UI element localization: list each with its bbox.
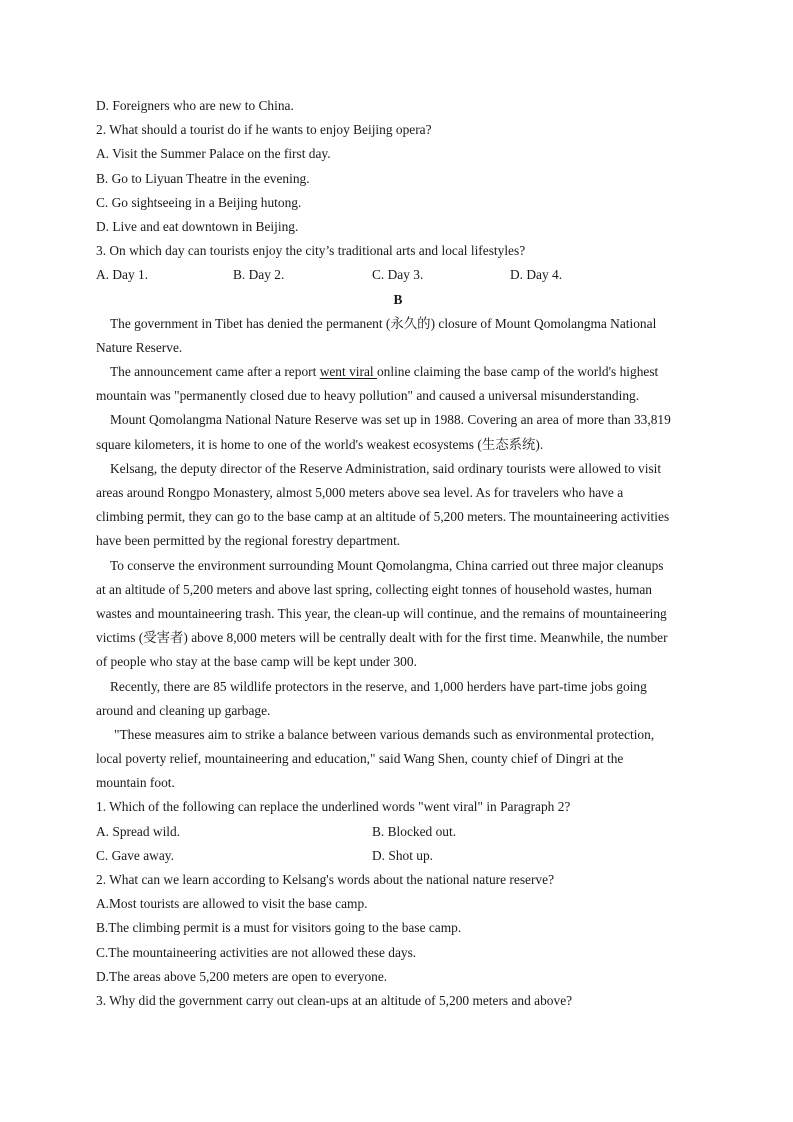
paragraph-6-line-1: Recently, there are 85 wildlife protectors in the reserve, and 1,000 herders have part-time jobs going <box>110 678 647 694</box>
underlined-went-viral: went viral <box>319 364 377 380</box>
option-c-day3: C. Day 3. <box>372 267 424 283</box>
paragraph-4-line-2: areas around Rongpo Monastery, almost 5,000 meters above sea level. As for travelers who have a <box>96 485 624 500</box>
question-3: 3. On which day can tourists enjoy the city’s traditional arts and local lifestyles? <box>96 243 526 259</box>
paragraph-2-line-2: mountain was "permanently closed due to heavy pollution" and caused a universal misunderstanding. <box>96 388 640 404</box>
paragraph-2-text: The announcement came after a report <box>110 364 320 380</box>
b-question-2: 2. What can we learn according to Kelsang's words about the national nature reserve? <box>96 872 555 887</box>
b-option-c-gave-away: C. Gave away. <box>96 847 174 863</box>
b-question-2-option-a: A.Most tourists are allowed to visit the base camp. <box>96 896 368 912</box>
paragraph-5-line-1: To conserve the environment surrounding Mount Qomolangma, China carried out three major cleanups <box>110 557 664 573</box>
b-question-2-option-d: D.The areas above 5,200 meters are open to everyone. <box>96 968 388 984</box>
option-a-day1: A. Day 1. <box>96 267 149 283</box>
paragraph-7-line-3: mountain foot. <box>96 775 175 791</box>
b-question-3: 3. Why did the government carry out clean-ups at an altitude of 5,200 meters and above? <box>96 992 573 1008</box>
option-d-foreigners: D. Foreigners who are new to China. <box>96 98 294 113</box>
paragraph-7-line-1: "These measures aim to strike a balance between various demands such as environmental protection, <box>114 726 655 742</box>
paragraph-5-line-5: of people who stay at the base camp will be kept under 300. <box>96 654 417 670</box>
section-heading-b: B <box>393 291 403 307</box>
option-c-hutong: C. Go sightseeing in a Beijing hutong. <box>96 194 302 210</box>
paragraph-5-line-2: at an altitude of 5,200 meters and above last spring, collecting eight tonnes of household wastes, human <box>96 581 652 597</box>
paragraph-5-line-3: wastes and mountaineering trash. This year, the clean-up will continue, and the remains of mountaineering <box>96 605 667 621</box>
b-option-d-shot-up: D. Shot up. <box>372 847 434 863</box>
paragraph-3-line-1: Mount Qomolangma National Nature Reserve was set up in 1988. Covering an area of more than 33,819 <box>110 412 671 428</box>
option-d-downtown: D. Live and eat downtown in Beijing. <box>96 218 299 234</box>
paragraph-6-line-2: around and cleaning up garbage. <box>96 702 271 718</box>
paragraph-5-line-4: victims (受害者) above 8,000 meters will be centrally dealt with for the first time. Meanwhile, the number <box>96 630 668 646</box>
paragraph-1-line-2: Nature Reserve. <box>96 339 183 355</box>
paragraph-3-line-2: square kilometers, it is home to one of the world's weakest ecosystems (生态系统). <box>96 436 544 452</box>
b-question-2-option-b: B.The climbing permit is a must for visitors going to the base camp. <box>96 920 462 936</box>
option-d-day4: D. Day 4. <box>510 267 563 283</box>
paragraph-4-line-4: have been permitted by the regional forestry department. <box>96 533 401 549</box>
b-question-2-option-c: C.The mountaineering activities are not allowed these days. <box>96 944 417 960</box>
paragraph-2-text-cont: online claiming the base camp of the world's highest <box>376 364 659 380</box>
b-question-1-options-row-2 <box>96 844 700 868</box>
option-a-summer-palace: A. Visit the Summer Palace on the first day. <box>96 146 331 162</box>
paragraph-4-line-3: climbing permit, they can go to the base camp at an altitude of 5,200 meters. The mountaineering activities <box>96 509 670 525</box>
b-option-b-blocked-out: B. Blocked out. <box>372 823 457 839</box>
paragraph-2-line-1 <box>96 360 700 384</box>
question-3-options <box>96 263 700 287</box>
paragraph-1-line-1: The government in Tibet has denied the permanent (永久的) closure of Mount Qomolangma National <box>110 315 657 331</box>
option-b-day2: B. Day 2. <box>233 267 285 283</box>
b-question-1-options-row-1 <box>96 820 700 844</box>
b-option-a-spread-wild: A. Spread wild. <box>96 823 181 839</box>
paragraph-4-line-1: Kelsang, the deputy director of the Reserve Administration, said ordinary tourists were allowed to visit <box>110 460 662 476</box>
question-2: 2. What should a tourist do if he wants to enjoy Beijing opera? <box>96 122 432 138</box>
document-page <box>96 94 700 1013</box>
paragraph-7-line-2: local poverty relief, mountaineering and education," said Wang Shen, county chief of Dingri at the <box>96 751 624 767</box>
option-b-liyuan-theatre: B. Go to Liyuan Theatre in the evening. <box>96 170 310 186</box>
b-question-1: 1. Which of the following can replace the underlined words "went viral" in Paragraph 2? <box>96 799 571 815</box>
